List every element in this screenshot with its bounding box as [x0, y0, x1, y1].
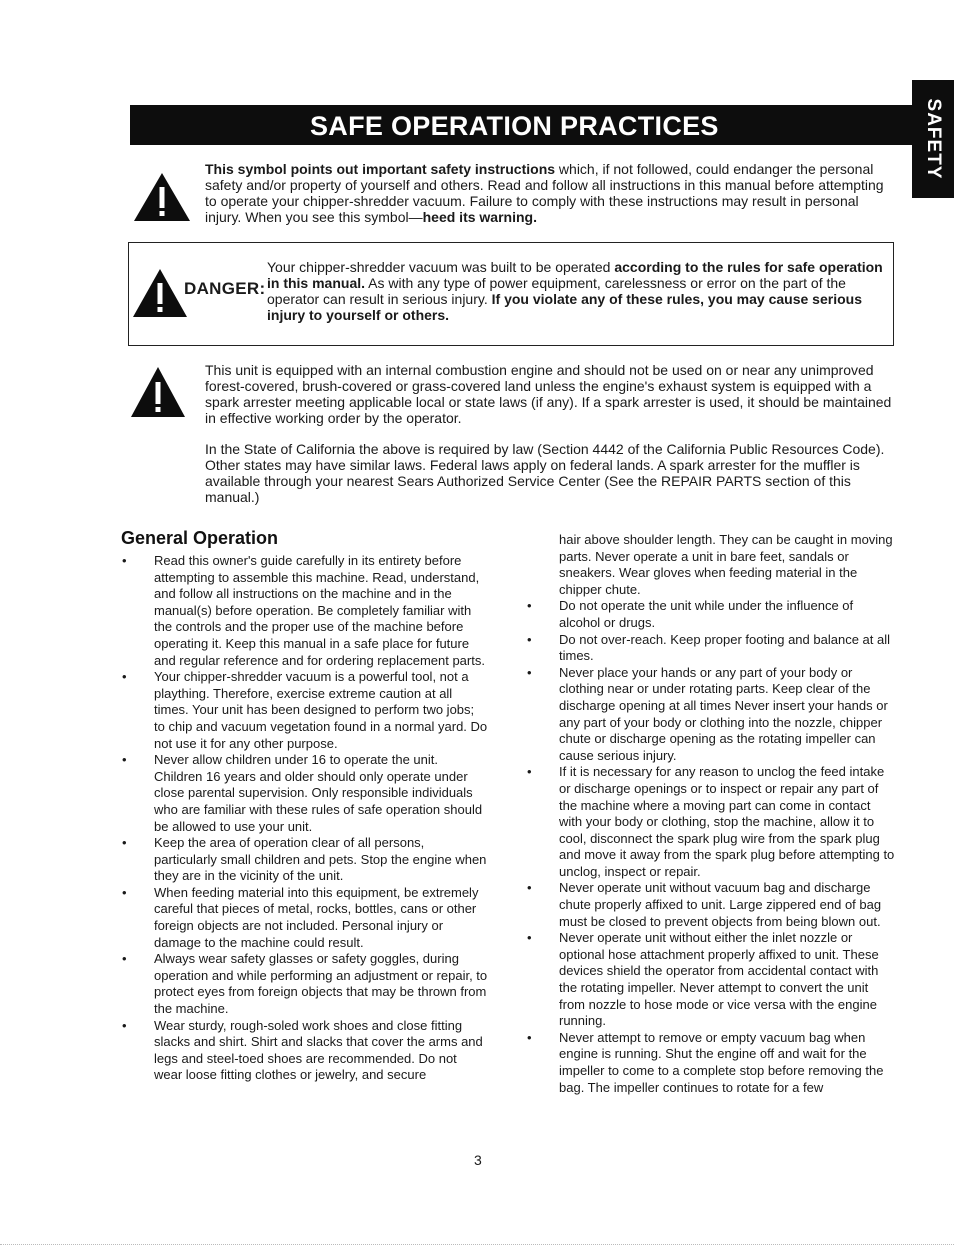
warning-triangle-icon	[132, 268, 188, 318]
page-title: SAFE OPERATION PRACTICES	[310, 111, 719, 141]
list-item-text: Always wear safety glasses or safety goggles, during operation and while performing an adjustment or repair, to protect eyes from foreign objects that may be thrown from the machine.	[154, 951, 488, 1017]
list-item-text: Never attempt to remove or empty vacuum bag when engine is running. Shut the engine off and wait for the impeller to come to a complete stop before removing the bag. The impeller continues to rotate for a few	[559, 1029, 884, 1095]
safety-symbol-notice	[205, 161, 895, 225]
spark-arrester-paragraph-1: This unit is equipped with an internal combustion engine and should not be used on or near any unimproved forest-covered, brush-covered or grass-covered land unless the engine's exhaust system is equipped with a spark arrester meeting applicable local or state laws (if any). If a spark arrester is used, it should be maintained in effective working order by the operator.	[205, 362, 892, 426]
page-number: 3	[474, 1152, 482, 1168]
notice-bold-lead: This symbol points out important safety instructions	[205, 161, 556, 177]
bullet-dot: •	[122, 553, 127, 568]
warning-triangle-icon	[133, 172, 191, 222]
bullet-dot: •	[527, 664, 532, 680]
list-item-text: Read this owner's guide carefully in its entirety before attempting to assemble this machine. Read, understand, and follow all instructions on the machine and in the manual(s) before operation. Be completely familiar with the controls and the proper use of the machine before operating it. Keep this manual in a safe place for future and regular reference and for ordering replacement parts.	[154, 553, 485, 668]
list-item-text: Never place your hands or any part of your body or clothing near or under rotating parts. Keep clear of the discharge opening at all times Never insert your hands or any part of your body or clothing into the nozzle, chipper chute or discharge opening as the rotating impeller can cause serious injury.	[559, 664, 888, 763]
list-item	[527, 930, 895, 1030]
bullet-dot: •	[527, 880, 532, 896]
notice-text: which, if not followed, could endanger the personal safety and/or property of yourself and others. Read and follow all instructions in this manual before attempting to operate your chipper-shredder vacuum. Failure to comply with these instructions may result in personal injury. When you see this symbol—	[205, 161, 884, 225]
left-column	[122, 553, 488, 1084]
list-item	[122, 835, 488, 885]
danger-text-2: As with any type of power equipment, carelessness or error on the part of the operator can result in serious injury.	[267, 275, 846, 307]
list-item	[122, 752, 488, 835]
left-bullet-list	[122, 553, 488, 1084]
list-item-text: If it is necessary for any reason to unclog the feed intake or discharge openings or to inspect or repair any part of the machine where a moving part can come in contact with your body or clothing, stop the machine, allow it to cool, disconnect the spark plug wire from the spark plug and move it away from the spark plug before attempting to unclog, inspect or repair.	[559, 764, 895, 879]
list-item-text: Your chipper-shredder vacuum is a powerful tool, not a plaything. Therefore, exercise extreme caution at all times. Your unit has been designed to perform two jobs; to chip and vacuum vegetation found in a normal yard. Do not use it for any other purpose.	[154, 669, 488, 751]
danger-text-1: Your chipper-shredder vacuum was built to be operated	[267, 259, 615, 275]
bullet-dot: •	[122, 669, 127, 685]
bullet-dot: •	[122, 951, 127, 967]
list-item	[527, 764, 895, 880]
list-item-text: Keep the area of operation clear of all persons, particularly small children and pets. Stop the engine when they are in the vicinity of the unit.	[154, 835, 487, 884]
danger-bold-2: If you violate any of these rules, you may cause serious injury to yourself or others.	[267, 291, 862, 323]
list-item	[122, 553, 488, 669]
danger-bold-1: according to the rules for safe operation in this manual.	[267, 259, 883, 291]
bullet-dot: •	[527, 1029, 532, 1045]
list-item	[122, 669, 488, 752]
bullet-dot: •	[122, 1017, 127, 1033]
notice-bold-end: heed its warning.	[422, 209, 537, 225]
bullet-dot: •	[527, 631, 532, 647]
bullet-dot: •	[527, 598, 532, 614]
list-item	[527, 880, 895, 930]
list-item-text: When feeding material into this equipment, be extremely careful that pieces of metal, rocks, bottles, cans or other foreign objects are not included. Personal injury or damage to the machine could result.	[154, 884, 479, 950]
list-item-text: Do not over-reach. Keep proper footing and balance at all times.	[559, 631, 890, 664]
right-bullet-list	[527, 598, 895, 1096]
right-column	[527, 532, 895, 1096]
list-item	[527, 1030, 895, 1096]
continued-text: hair above shoulder length. They can be caught in moving parts. Never operate a unit in bare feet, sandals or sneakers. Wear gloves when feeding material in the chipper chute.	[559, 532, 893, 597]
bullet-dot: •	[527, 930, 532, 946]
list-item-text: Never operate unit without either the inlet nozzle or optional hose attachment properly affixed to unit. These devices shield the operator from accidental contact with the rotating impeller. Never attempt to convert the unit from nozzle to hose mode or vice versa with the engine running.	[559, 930, 879, 1029]
list-item	[122, 885, 488, 951]
list-item-text: Never operate unit without vacuum bag and discharge chute properly affixed to unit. Large zippered end of bag must be closed to prevent objects from being blown out.	[559, 880, 882, 929]
spark-arrester-paragraph-2: In the State of California the above is required by law (Section 4442 of the California Public Resources Code). Other states may have similar laws. Federal laws apply on federal lands. A spark arrester for the muffler is available through your nearest Sears Authorized Service Center (See the REPAIR PARTS section of this manual.)	[205, 441, 885, 505]
list-item-text: Never allow children under 16 to operate the unit. Children 16 years and older should only operate under close parental supervision. Only responsible individuals who are familiar with these rules of safe operation should be allowed to use your unit.	[154, 752, 483, 834]
list-item	[122, 1018, 488, 1084]
page-title-banner	[130, 105, 922, 145]
bullet-dot: •	[122, 752, 127, 768]
list-item	[527, 665, 895, 765]
section-heading: General Operation	[121, 528, 279, 548]
list-item	[527, 598, 895, 631]
danger-label: DANGER:	[184, 279, 266, 298]
bullet-dot: •	[122, 884, 127, 900]
list-item-text: Do not operate the unit while under the influence of alcohol or drugs.	[559, 598, 854, 630]
side-tab-label: SAFETY	[923, 98, 944, 180]
bullet-dot: •	[527, 764, 532, 780]
bullet-dot: •	[122, 835, 127, 851]
list-item-text: Wear sturdy, rough-soled work shoes and close fitting slacks and shirt. Shirt and slacks that cover the arms and legs and steel-toed shoes are recommended. Do not wear loose fitting clothes or jewelry, and secure	[154, 1017, 483, 1083]
list-item	[122, 951, 488, 1017]
section-side-tab	[912, 80, 954, 198]
list-item	[527, 632, 895, 665]
danger-text	[267, 259, 891, 323]
warning-triangle-icon	[130, 366, 186, 418]
